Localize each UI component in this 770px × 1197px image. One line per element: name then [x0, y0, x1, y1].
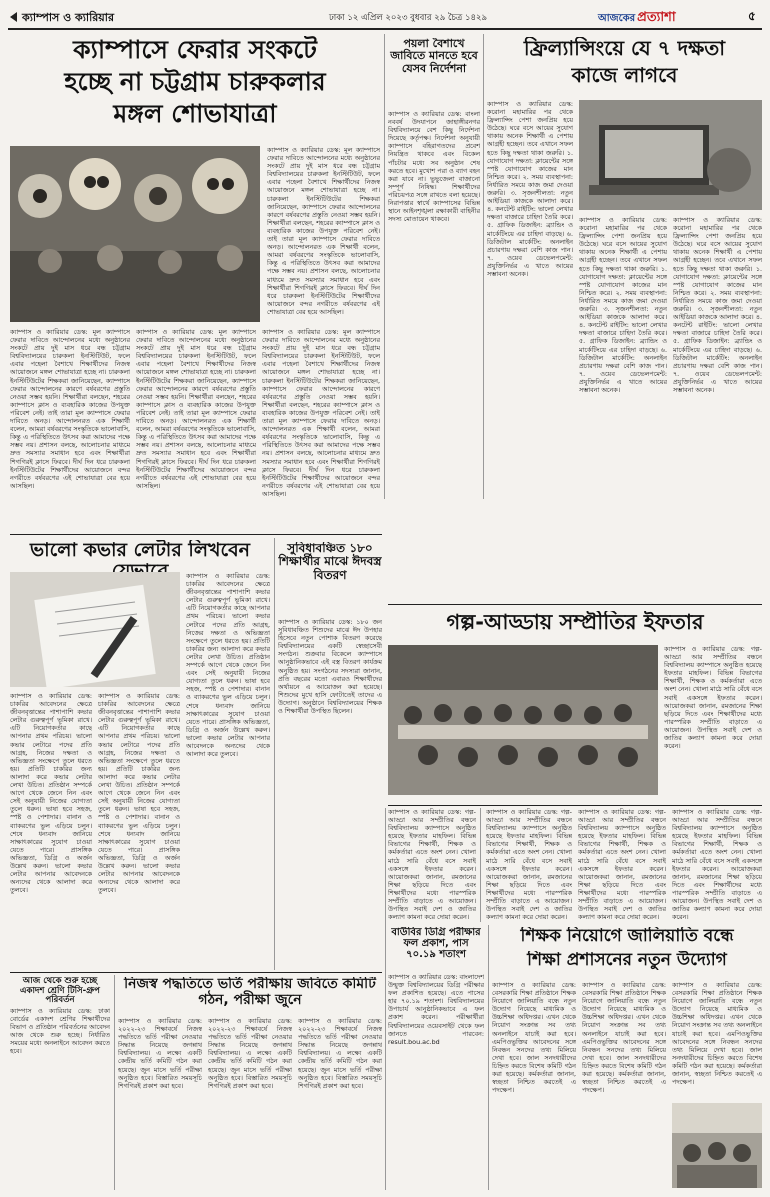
iftar-photo [388, 645, 658, 795]
masthead-ajker: আজকের [598, 13, 636, 24]
mangal-body-col-1: ক্যাম্পাস ও ক্যারিয়ার ডেস্ক: মূল ক্যাম্পাসে ফেরার দাবিতে আন্দোলনের মধ্যে অনুষ্ঠানের সংকটে প্রায় দুই মাস ধরে বন্ধ চট্টগ্রাম বিশ্ববিদ্যালয়ের চারুকলা ইনস্টিটিউট, ফলে এবার পহেলা বৈশাখে শিক্ষার্থীদের নিজস্ব আয়োজনে মঙ্গল শোভাযাত্রা হচ্ছে না। চারুকলা ইনস্টিটিউটের শিক্ষকরা জানিয়েছেন, ক্যাম্পাসে ফেরার আন্দোলনের কারণে বর্ষবরণের প্রস্তুতি নেওয়া সম্ভব হয়নি। শিক্ষার্থীরা বলছেন, শহরের ক্যাম্পাসে ক্লাস ও ব্যবহারিক কাজের উপযুক্ত পরিবেশ নেই। তাই তারা মূল ক্যাম্পাসে ফেরার দাবিতে অনড়। আন্দোলনরত এক শিক্ষার্থী বলেন, আমরা বর্ষবরণের সংস্কৃতিকে ভালোবাসি, কিন্তু এ পরিস্থিতিতে উৎসব করা আমাদের পক্ষে সম্ভব নয়। প্রশাসন বলছে, আলোচনার মাধ্যমে দ্রুত সমস্যার সমাধান হবে এবং শিক্ষার্থীরা শিগগিরই ক্লাসে ফিরবে। দীর্ঘ দিন ধরে চারুকলা ইনস্টিটিউটের শিক্ষার্থীদের আয়োজনে বন্দর নগরীতে বর্ষবরণের এই শোভাযাত্রা বের হয়ে আসছিল। [10, 328, 130, 490]
iftar-body-continued-2: ক্যাম্পাস ও ক্যারিয়ার ডেস্ক: গল্প-আড্ডা আর সম্প্রীতির বন্ধনে বিশ্ববিদ্যালয় ক্যাম্পাসে অনুষ্ঠিত হয়েছে ইফতার মাহফিল। বিভিন্ন বিভাগের শিক্ষার্থী, শিক্ষক ও কর্মকর্তারা এতে অংশ নেন। খোলা মাঠে সারি বেঁধে বসে সবাই একসঙ্গে ইফতার করেন। আয়োজকরা জানান, রমজানের শিক্ষা ছড়িয়ে দিতে এবং শিক্ষার্থীদের মধ্যে পারস্পরিক সম্প্রীতি বাড়াতে এ আয়োজন। উপস্থিত সবাই দেশ ও জাতির কল্যাণ কামনা করে দোয়া করেন। [486, 808, 572, 922]
bou-headline: বাউবির ডিগ্রি পরীক্ষার ফল প্রকাশ, পাস ৭০.১৯ শতাংশ [391, 927, 481, 961]
entry-body-col-3: ক্যাম্পাস ও ক্যারিয়ার ডেস্ক: ২০২২-২৩ শিক্ষাবর্ষে নিজস্ব পদ্ধতিতে ভর্তি পরীক্ষা নেওয়ার সিদ্ধান্ত নিয়েছে জগন্নাথ বিশ্ববিদ্যালয়। এ লক্ষ্যে একটি কেন্দ্রীয় ভর্তি কমিটি গঠন করা হয়েছে। জুন মাসে ভর্তি পরীক্ষা অনুষ্ঠিত হবে। বিস্তারিত সময়সূচি শিগগিরই প্রকাশ করা হবে। [298, 1017, 382, 1090]
rule-row-iftar [388, 604, 762, 605]
page-section-label: ক্যাম্পাস ও ক্যারিয়ার [22, 11, 115, 24]
mangal-headline-3: মঙ্গল শোভাযাত্রা [113, 100, 277, 128]
teacher-headline-2: শিক্ষা প্রশাসনের নতুন উদ্যোগ [527, 951, 727, 970]
story-cover [10, 538, 270, 970]
freelance-body-col-2: ক্যাম্পাস ও ক্যারিয়ার ডেস্ক: করোনা মহামারির পর থেকে ফ্রিল্যান্সিং পেশা জনপ্রিয় হয়ে উঠেছে। ঘরে বসে আয়ের সুযোগ থাকায় অনেক শিক্ষার্থী এ পেশায় আগ্রহী হচ্ছেন। তবে এখানে সফল হতে কিছু দক্ষতা থাকা জরুরি। ১. যোগাযোগ দক্ষতা: ক্লায়েন্টের সঙ্গে স্পষ্ট যোগাযোগ কাজের মান নিশ্চিত করে। ২. সময় ব্যবস্থাপনা: নির্ধারিত সময়ে কাজ জমা দেওয়া জরুরি। ৩. সৃজনশীলতা: নতুন আইডিয়া কাজকে আলাদা করে। ৪. কনটেন্ট রাইটিং: ভালো লেখার দক্ষতা বাজারে চাহিদা তৈরি করে। ৫. গ্রাফিক ডিজাইন: ব্র্যান্ডিং ও মার্কেটিংয়ে এর চাহিদা বাড়ছে। ৬. ডিজিটাল মার্কেটিং: অনলাইন প্রচারণায় দক্ষরা বেশি কাজ পান। ৭. ওয়েব ডেভেলপমেন্ট: প্রযুক্তিনির্ভর এ খাতে আয়ের সম্ভাবনা অনেক। [579, 216, 667, 394]
eid-body: ক্যাম্পাস ও ক্যারিয়ার ডেস্ক: ১৮০ জন সুবিধাবঞ্চিত শিশুদের মাঝে ঈদ উপহার হিসেবে নতুন পোশাক বিতরণ করেছে বিশ্ববিদ্যালয়ের একটি স্বেচ্ছাসেবী সংগঠন। শুক্রবার বিকেলে ক্যাম্পাসে আনুষ্ঠানিকভাবে এই বস্ত্র বিতরণ কার্যক্রম অনুষ্ঠিত হয়। সংগঠনের সদস্যরা জানান, প্রতি বছরের মতো এবারও শিক্ষার্থীদের অর্থায়নে এ আয়োজন করা হয়েছে। শিশুদের মুখে হাসি ফোটাতেই তাদের এ উদ্যোগ। অনুষ্ঠানে বিশ্ববিদ্যালয়ের শিক্ষক ও শিক্ষার্থীরা উপস্থিত ছিলেন। [278, 618, 382, 716]
mangal-body-col-3: ক্যাম্পাস ও ক্যারিয়ার ডেস্ক: মূল ক্যাম্পাসে ফেরার দাবিতে আন্দোলনের মধ্যে অনুষ্ঠানের সংকটে প্রায় দুই মাস ধরে বন্ধ চট্টগ্রাম বিশ্ববিদ্যালয়ের চারুকলা ইনস্টিটিউট, ফলে এবার পহেলা বৈশাখে শিক্ষার্থীদের নিজস্ব আয়োজনে মঙ্গল শোভাযাত্রা হচ্ছে না। চারুকলা ইনস্টিটিউটের শিক্ষকরা জানিয়েছেন, ক্যাম্পাসে ফেরার আন্দোলনের কারণে বর্ষবরণের প্রস্তুতি নেওয়া সম্ভব হয়নি। শিক্ষার্থীরা বলছেন, শহরের ক্যাম্পাসে ক্লাস ও ব্যবহারিক কাজের উপযুক্ত পরিবেশ নেই। তাই তারা মূল ক্যাম্পাসে ফেরার দাবিতে অনড়। আন্দোলনরত এক শিক্ষার্থী বলেন, আমরা বর্ষবরণের সংস্কৃতিকে ভালোবাসি, কিন্তু এ পরিস্থিতিতে উৎসব করা আমাদের পক্ষে সম্ভব নয়। প্রশাসন বলছে, আলোচনার মাধ্যমে দ্রুত সমস্যার সমাধান হবে এবং শিক্ষার্থীরা শিগগিরই ক্লাসে ফিরবে। দীর্ঘ দিন ধরে চারুকলা ইনস্টিটিউটের শিক্ষার্থীদের আয়োজনে বন্দর নগরীতে বর্ষবরণের এই শোভাযাত্রা বের হয়ে আসছিল। [262, 328, 380, 498]
teacher-body-col-1: ক্যাম্পাস ও ক্যারিয়ার ডেস্ক: বেসরকারি শিক্ষা প্রতিষ্ঠানে শিক্ষক নিয়োগে জালিয়াতি বন্ধে নতুন উদ্যোগ নিয়েছে মাধ্যমিক ও উচ্চশিক্ষা অধিদপ্তর। এখন থেকে নিয়োগ সংক্রান্ত সব তথ্য অনলাইনে যাচাই করা হবে। এমপিওভুক্তির আবেদনের সঙ্গে নিবন্ধন সনদের তথ্য মিলিয়ে দেখা হবে। জাল সনদধারীদের চিহ্নিত করতে বিশেষ কমিটি গঠন করা হয়েছে। কর্মকর্তারা জানান, স্বচ্ছতা নিশ্চিত করতেই এ পদক্ষেপ। [492, 981, 576, 1095]
col-divider-1 [384, 34, 385, 499]
page-header [8, 6, 762, 28]
story-entry [118, 975, 382, 1190]
eid-headline: সুবিধাবঞ্চিত ১৮০ শিক্ষার্থীর মাঝে ঈদবস্ত্র বিতরণ [278, 542, 382, 582]
iftar-headline: গল্প-আড্ডায় সম্প্রীতির ইফতার [446, 611, 704, 634]
bou-body: ক্যাম্পাস ও ক্যারিয়ার ডেস্ক: বাংলাদেশ উন্মুক্ত বিশ্ববিদ্যালয়ের ডিগ্রি পরীক্ষার ফল প্রকাশিত হয়েছে। এতে পাসের হার ৭০.১৯ শতাংশ। বিশ্ববিদ্যালয়ের উপাচার্য আনুষ্ঠানিকভাবে এ ফল প্রকাশ করেন। পরীক্ষার্থীরা বিশ্ববিদ্যালয়ের ওয়েবসাইট থেকে ফল জানতে পারবেন: result.bou.ac.bd [388, 973, 484, 1046]
mangal-headline-1: ক্যাম্পাসে ফেরার সংকটে [73, 36, 317, 64]
mangal-photo-art [10, 146, 260, 322]
col-divider-5 [488, 925, 489, 1190]
header-rule [8, 28, 762, 30]
col-divider-3 [274, 538, 275, 970]
section-marker-icon [10, 12, 17, 22]
freelance-photo [579, 100, 762, 210]
story-class [10, 975, 110, 1190]
entry-headline: নিজস্ব পদ্ধতিতে ভর্তি পরীক্ষায় জবিতে কমিটি গঠন, পরীক্ষা জুনে [124, 977, 376, 1008]
cover-body-col-2: ক্যাম্পাস ও ক্যারিয়ার ডেস্ক: চাকরির আবেদনের ক্ষেত্রে জীবনবৃত্তান্তের পাশাপাশি কভার লেটার গুরুত্বপূর্ণ ভূমিকা রাখে। এটি নিয়োগকর্তার কাছে আপনার প্রথম পরিচয়। ভালো কভার লেটারে পদের প্রতি আগ্রহ, নিজের দক্ষতা ও অভিজ্ঞতা সংক্ষেপে তুলে ধরতে হয়। প্রতিটি চাকরির জন্য আলাদা করে কভার লেটার লেখা উচিত। প্রতিষ্ঠান সম্পর্কে আগে থেকে জেনে নিন এবং সেই অনুযায়ী নিজের যোগ্যতা তুলে ধরুন। ভাষা হবে সহজ, স্পষ্ট ও পেশাদার। বানান ও ব্যাকরণের ভুল এড়িয়ে চলুন। শেষে ধন্যবাদ জানিয়ে সাক্ষাৎকারের সুযোগ চাওয়া যেতে পারে। প্রাসঙ্গিক অভিজ্ঞতা, ডিগ্রি ও অর্জন উল্লেখ করুন। ভালো কভার লেটার আপনার আবেদনকে অন্যদের থেকে আলাদা করে তুলবে। [98, 692, 180, 895]
story-mangal [10, 34, 380, 530]
col-divider-6 [114, 975, 115, 1190]
story-freelance [487, 34, 762, 499]
teacher-headline-1: শিক্ষক নিয়োগে জালিয়াতি বন্ধে [520, 927, 734, 946]
cover-photo-art [10, 572, 180, 687]
freelance-photo-art [579, 100, 762, 210]
rule-row-3 [10, 972, 382, 973]
date-line: ঢাকা ১২ এপ্রিল ২০২৩ বুধবার ২৯ চৈত্র ১৪২৯ [328, 13, 488, 23]
entry-body-col-1: ক্যাম্পাস ও ক্যারিয়ার ডেস্ক: ২০২২-২৩ শিক্ষাবর্ষে নিজস্ব পদ্ধতিতে ভর্তি পরীক্ষা নেওয়ার সিদ্ধান্ত নিয়েছে জগন্নাথ বিশ্ববিদ্যালয়। এ লক্ষ্যে একটি কেন্দ্রীয় ভর্তি কমিটি গঠন করা হয়েছে। জুন মাসে ভর্তি পরীক্ষা অনুষ্ঠিত হবে। বিস্তারিত সময়সূচি শিগগিরই প্রকাশ করা হবে। [118, 1017, 202, 1090]
col-divider-4 [480, 808, 481, 922]
entry-body-col-2: ক্যাম্পাস ও ক্যারিয়ার ডেস্ক: ২০২২-২৩ শিক্ষাবর্ষে নিজস্ব পদ্ধতিতে ভর্তি পরীক্ষা নেওয়ার সিদ্ধান্ত নিয়েছে জগন্নাথ বিশ্ববিদ্যালয়। এ লক্ষ্যে একটি কেন্দ্রীয় ভর্তি কমিটি গঠন করা হয়েছে। জুন মাসে ভর্তি পরীক্ষা অনুষ্ঠিত হবে। বিস্তারিত সময়সূচি শিগগিরই প্রকাশ করা হবে। [208, 1017, 292, 1090]
story-eid [278, 538, 382, 970]
freelance-body-col-1: ক্যাম্পাস ও ক্যারিয়ার ডেস্ক: করোনা মহামারির পর থেকে ফ্রিল্যান্সিং পেশা জনপ্রিয় হয়ে উঠেছে। ঘরে বসে আয়ের সুযোগ থাকায় অনেক শিক্ষার্থী এ পেশায় আগ্রহী হচ্ছেন। তবে এখানে সফল হতে কিছু দক্ষতা থাকা জরুরি। ১. যোগাযোগ দক্ষতা: ক্লায়েন্টের সঙ্গে স্পষ্ট যোগাযোগ কাজের মান নিশ্চিত করে। ২. সময় ব্যবস্থাপনা: নির্ধারিত সময়ে কাজ জমা দেওয়া জরুরি। ৩. সৃজনশীলতা: নতুন আইডিয়া কাজকে আলাদা করে। ৪. কনটেন্ট রাইটিং: ভালো লেখার দক্ষতা বাজারে চাহিদা তৈরি করে। ৫. গ্রাফিক ডিজাইন: ব্র্যান্ডিং ও মার্কেটিংয়ে এর চাহিদা বাড়ছে। ৬. ডিজিটাল মার্কেটিং: অনলাইন প্রচারণায় দক্ষরা বেশি কাজ পান। ৭. ওয়েব ডেভেলপমেন্ট: প্রযুক্তিনির্ভর এ খাতে আয়ের সম্ভাবনা অনেক। [487, 100, 573, 278]
boishakh-headline: পয়লা বৈশাখে জাবিতে মানতে হবে যেসব নির্দেশনা [390, 38, 478, 75]
mangal-body-col-2: ক্যাম্পাস ও ক্যারিয়ার ডেস্ক: মূল ক্যাম্পাসে ফেরার দাবিতে আন্দোলনের মধ্যে অনুষ্ঠানের সংকটে প্রায় দুই মাস ধরে বন্ধ চট্টগ্রাম বিশ্ববিদ্যালয়ের চারুকলা ইনস্টিটিউট, ফলে এবার পহেলা বৈশাখে শিক্ষার্থীদের নিজস্ব আয়োজনে মঙ্গল শোভাযাত্রা হচ্ছে না। চারুকলা ইনস্টিটিউটের শিক্ষকরা জানিয়েছেন, ক্যাম্পাসে ফেরার আন্দোলনের কারণে বর্ষবরণের প্রস্তুতি নেওয়া সম্ভব হয়নি। শিক্ষার্থীরা বলছেন, শহরের ক্যাম্পাসে ক্লাস ও ব্যবহারিক কাজের উপযুক্ত পরিবেশ নেই। তাই তারা মূল ক্যাম্পাসে ফেরার দাবিতে অনড়। আন্দোলনরত এক শিক্ষার্থী বলেন, আমরা বর্ষবরণের সংস্কৃতিকে ভালোবাসি, কিন্তু এ পরিস্থিতিতে উৎসব করা আমাদের পক্ষে সম্ভব নয়। প্রশাসন বলছে, আলোচনার মাধ্যমে দ্রুত সমস্যার সমাধান হবে এবং শিক্ষার্থীরা শিগগিরই ক্লাসে ফিরবে। দীর্ঘ দিন ধরে চারুকলা ইনস্টিটিউটের শিক্ষার্থীদের আয়োজনে বন্দর নগরীতে বর্ষবরণের এই শোভাযাত্রা বের হয়ে আসছিল। [267, 146, 380, 316]
cover-headline: ভালো কভার লেটার লিখবেন [29, 540, 251, 561]
iftar-body-continued: ক্যাম্পাস ও ক্যারিয়ার ডেস্ক: গল্প-আড্ডা আর সম্প্রীতির বন্ধনে বিশ্ববিদ্যালয় ক্যাম্পাসে অনুষ্ঠিত হয়েছে ইফতার মাহফিল। বিভিন্ন বিভাগের শিক্ষার্থী, শিক্ষক ও কর্মকর্তারা এতে অংশ নেন। খোলা মাঠে সারি বেঁধে বসে সবাই একসঙ্গে ইফতার করেন। আয়োজকরা জানান, রমজানের শিক্ষা ছড়িয়ে দিতে এবং শিক্ষার্থীদের মধ্যে পারস্পরিক সম্প্রীতি বাড়াতে এ আয়োজন। উপস্থিত সবাই দেশ ও জাতির কল্যাণ কামনা করে দোয়া করেন। [388, 808, 476, 922]
cover-photo [10, 572, 180, 687]
freelance-headline-1: ফ্রিল্যান্সিংয়ে যে ৭ দক্ষতা [523, 37, 726, 60]
freelance-headline-2: কাজে লাগবে [571, 64, 678, 87]
page-number: ৫ [748, 9, 756, 23]
rule-row-2 [388, 805, 762, 806]
teacher-photo-art [672, 1103, 762, 1188]
iftar-body: ক্যাম্পাস ও ক্যারিয়ার ডেস্ক: গল্প-আড্ডা আর সম্প্রীতির বন্ধনে বিশ্ববিদ্যালয় ক্যাম্পাসে অনুষ্ঠিত হয়েছে ইফতার মাহফিল। বিভিন্ন বিভাগের শিক্ষার্থী, শিক্ষক ও কর্মকর্তারা এতে অংশ নেন। খোলা মাঠে সারি বেঁধে বসে সবাই একসঙ্গে ইফতার করেন। আয়োজকরা জানান, রমজানের শিক্ষা ছড়িয়ে দিতে এবং শিক্ষার্থীদের মধ্যে পারস্পরিক সম্প্রীতি বাড়াতে এ আয়োজন। উপস্থিত সবাই দেশ ও জাতির কল্যাণ কামনা করে দোয়া করেন। [664, 645, 762, 751]
mangal-photo [10, 146, 260, 322]
rule-row-1 [10, 534, 382, 535]
masthead-prottasha: প্রত্যাশা [637, 10, 676, 25]
iftar-photo-art [388, 645, 658, 795]
iftar-body-continued-3: ক্যাম্পাস ও ক্যারিয়ার ডেস্ক: গল্প-আড্ডা আর সম্প্রীতির বন্ধনে বিশ্ববিদ্যালয় ক্যাম্পাসে অনুষ্ঠিত হয়েছে ইফতার মাহফিল। বিভিন্ন বিভাগের শিক্ষার্থী, শিক্ষক ও কর্মকর্তারা এতে অংশ নেন। খোলা মাঠে সারি বেঁধে বসে সবাই একসঙ্গে ইফতার করেন। আয়োজকরা জানান, রমজানের শিক্ষা ছড়িয়ে দিতে এবং শিক্ষার্থীদের মধ্যে পারস্পরিক সম্প্রীতি বাড়াতে এ আয়োজন। উপস্থিত সবাই দেশ ও জাতির কল্যাণ কামনা করে দোয়া করেন। [578, 808, 666, 922]
col-divider-2 [483, 34, 484, 499]
teacher-body-col-2: ক্যাম্পাস ও ক্যারিয়ার ডেস্ক: বেসরকারি শিক্ষা প্রতিষ্ঠানে শিক্ষক নিয়োগে জালিয়াতি বন্ধে নতুন উদ্যোগ নিয়েছে মাধ্যমিক ও উচ্চশিক্ষা অধিদপ্তর। এখন থেকে নিয়োগ সংক্রান্ত সব তথ্য অনলাইনে যাচাই করা হবে। এমপিওভুক্তির আবেদনের সঙ্গে নিবন্ধন সনদের তথ্য মিলিয়ে দেখা হবে। জাল সনদধারীদের চিহ্নিত করতে বিশেষ কমিটি গঠন করা হয়েছে। কর্মকর্তারা জানান, স্বচ্ছতা নিশ্চিত করতেই এ পদক্ষেপ। [582, 981, 666, 1095]
class-body: ক্যাম্পাস ও ক্যারিয়ার ডেস্ক: ঢাকা বোর্ডের একাদশ শ্রেণির শিক্ষার্থীদের বিভাগ ও প্রতিষ্ঠান পরিবর্তনের আবেদন আজ থেকে শুরু হচ্ছে। নির্ধারিত সময়ের মধ্যে অনলাইনে আবেদন করতে হবে। [10, 1007, 110, 1056]
cover-body-col-1b: ক্যাম্পাস ও ক্যারিয়ার ডেস্ক: চাকরির আবেদনের ক্ষেত্রে জীবনবৃত্তান্তের পাশাপাশি কভার লেটার গুরুত্বপূর্ণ ভূমিকা রাখে। এটি নিয়োগকর্তার কাছে আপনার প্রথম পরিচয়। ভালো কভার লেটারে পদের প্রতি আগ্রহ, নিজের দক্ষতা ও অভিজ্ঞতা সংক্ষেপে তুলে ধরতে হয়। প্রতিটি চাকরির জন্য আলাদা করে কভার লেটার লেখা উচিত। প্রতিষ্ঠান সম্পর্কে আগে থেকে জেনে নিন এবং সেই অনুযায়ী নিজের যোগ্যতা তুলে ধরুন। ভাষা হবে সহজ, স্পষ্ট ও পেশাদার। বানান ও ব্যাকরণের ভুল এড়িয়ে চলুন। শেষে ধন্যবাদ জানিয়ে সাক্ষাৎকারের সুযোগ চাওয়া যেতে পারে। প্রাসঙ্গিক অভিজ্ঞতা, ডিগ্রি ও অর্জন উল্লেখ করুন। ভালো কভার লেটার আপনার আবেদনকে অন্যদের থেকে আলাদা করে তুলবে। [186, 572, 270, 759]
col-divider-7 [385, 808, 386, 1190]
story-bou [388, 925, 484, 1190]
mangal-headline-2: হচ্ছে না চট্টগ্রাম চারুকলার [64, 68, 326, 96]
masthead-logo [598, 6, 748, 26]
cover-body-col-1: ক্যাম্পাস ও ক্যারিয়ার ডেস্ক: চাকরির আবেদনের ক্ষেত্রে জীবনবৃত্তান্তের পাশাপাশি কভার লেটার গুরুত্বপূর্ণ ভূমিকা রাখে। এটি নিয়োগকর্তার কাছে আপনার প্রথম পরিচয়। ভালো কভার লেটারে পদের প্রতি আগ্রহ, নিজের দক্ষতা ও অভিজ্ঞতা সংক্ষেপে তুলে ধরতে হয়। প্রতিটি চাকরির জন্য আলাদা করে কভার লেটার লেখা উচিত। প্রতিষ্ঠান সম্পর্কে আগে থেকে জেনে নিন এবং সেই অনুযায়ী নিজের যোগ্যতা তুলে ধরুন। ভাষা হবে সহজ, স্পষ্ট ও পেশাদার। বানান ও ব্যাকরণের ভুল এড়িয়ে চলুন। শেষে ধন্যবাদ জানিয়ে সাক্ষাৎকারের সুযোগ চাওয়া যেতে পারে। প্রাসঙ্গিক অভিজ্ঞতা, ডিগ্রি ও অর্জন উল্লেখ করুন। ভালো কভার লেটার আপনার আবেদনকে অন্যদের থেকে আলাদা করে তুলবে। [10, 692, 92, 895]
story-teacher [492, 925, 762, 1190]
teacher-body-col-3: ক্যাম্পাস ও ক্যারিয়ার ডেস্ক: বেসরকারি শিক্ষা প্রতিষ্ঠানে শিক্ষক নিয়োগে জালিয়াতি বন্ধে নতুন উদ্যোগ নিয়েছে মাধ্যমিক ও উচ্চশিক্ষা অধিদপ্তর। এখন থেকে নিয়োগ সংক্রান্ত সব তথ্য অনলাইনে যাচাই করা হবে। এমপিওভুক্তির আবেদনের সঙ্গে নিবন্ধন সনদের তথ্য মিলিয়ে দেখা হবে। জাল সনদধারীদের চিহ্নিত করতে বিশেষ কমিটি গঠন করা হয়েছে। কর্মকর্তারা জানান, স্বচ্ছতা নিশ্চিত করতেই এ পদক্ষেপ। [672, 981, 762, 1087]
story-boishakh [388, 34, 480, 499]
iftar-body-continued-4: ক্যাম্পাস ও ক্যারিয়ার ডেস্ক: গল্প-আড্ডা আর সম্প্রীতির বন্ধনে বিশ্ববিদ্যালয় ক্যাম্পাসে অনুষ্ঠিত হয়েছে ইফতার মাহফিল। বিভিন্ন বিভাগের শিক্ষার্থী, শিক্ষক ও কর্মকর্তারা এতে অংশ নেন। খোলা মাঠে সারি বেঁধে বসে সবাই একসঙ্গে ইফতার করেন। আয়োজকরা জানান, রমজানের শিক্ষা ছড়িয়ে দিতে এবং শিক্ষার্থীদের মধ্যে পারস্পরিক সম্প্রীতি বাড়াতে এ আয়োজন। উপস্থিত সবাই দেশ ও জাতির কল্যাণ কামনা করে দোয়া করেন। [672, 808, 762, 922]
teacher-photo [672, 1103, 762, 1188]
class-headline: আজ থেকে শুরু হচ্ছে একাদশ শ্রেণি টিসি-গ্রুপ পরিবর্তন [20, 977, 100, 1006]
freelance-body-col-3: ক্যাম্পাস ও ক্যারিয়ার ডেস্ক: করোনা মহামারির পর থেকে ফ্রিল্যান্সিং পেশা জনপ্রিয় হয়ে উঠেছে। ঘরে বসে আয়ের সুযোগ থাকায় অনেক শিক্ষার্থী এ পেশায় আগ্রহী হচ্ছেন। তবে এখানে সফল হতে কিছু দক্ষতা থাকা জরুরি। ১. যোগাযোগ দক্ষতা: ক্লায়েন্টের সঙ্গে স্পষ্ট যোগাযোগ কাজের মান নিশ্চিত করে। ২. সময় ব্যবস্থাপনা: নির্ধারিত সময়ে কাজ জমা দেওয়া জরুরি। ৩. সৃজনশীলতা: নতুন আইডিয়া কাজকে আলাদা করে। ৪. কনটেন্ট রাইটিং: ভালো লেখার দক্ষতা বাজারে চাহিদা তৈরি করে। ৫. গ্রাফিক ডিজাইন: ব্র্যান্ডিং ও মার্কেটিংয়ে এর চাহিদা বাড়ছে। ৬. ডিজিটাল মার্কেটিং: অনলাইন প্রচারণায় দক্ষরা বেশি কাজ পান। ৭. ওয়েব ডেভেলপমেন্ট: প্রযুক্তিনির্ভর এ খাতে আয়ের সম্ভাবনা অনেক। [673, 216, 762, 394]
story-iftar [388, 607, 762, 803]
boishakh-body: ক্যাম্পাস ও ক্যারিয়ার ডেস্ক: বাংলা নববর্ষ উদযাপনে জাহাঙ্গীরনগর বিশ্ববিদ্যালয়ে বেশ কিছু নির্দেশনা দিয়েছে কর্তৃপক্ষ। নির্দেশনা অনুযায়ী ক্যাম্পাসে বহিরাগতদের প্রবেশ নিয়ন্ত্রিত থাকবে এবং বিকেল পাঁচটার মধ্যে সব অনুষ্ঠান শেষ করতে হবে। মুখোশ পরা ও ব্যাগ বহন করা যাবে না। ভুভুজেলা বাজানো সম্পূর্ণ নিষিদ্ধ। শিক্ষার্থীদের পরিচয়পত্র সঙ্গে রাখতে বলা হয়েছে। নিরাপত্তার স্বার্থে ক্যাম্পাসের বিভিন্ন স্থানে আইনশৃঙ্খলা রক্ষাকারী বাহিনীর সদস্য মোতায়েন থাকবে। [388, 110, 480, 224]
mangal-body-col-2b: ক্যাম্পাস ও ক্যারিয়ার ডেস্ক: মূল ক্যাম্পাসে ফেরার দাবিতে আন্দোলনের মধ্যে অনুষ্ঠানের সংকটে প্রায় দুই মাস ধরে বন্ধ চট্টগ্রাম বিশ্ববিদ্যালয়ের চারুকলা ইনস্টিটিউট, ফলে এবার পহেলা বৈশাখে শিক্ষার্থীদের নিজস্ব আয়োজনে মঙ্গল শোভাযাত্রা হচ্ছে না। চারুকলা ইনস্টিটিউটের শিক্ষকরা জানিয়েছেন, ক্যাম্পাসে ফেরার আন্দোলনের কারণে বর্ষবরণের প্রস্তুতি নেওয়া সম্ভব হয়নি। শিক্ষার্থীরা বলছেন, শহরের ক্যাম্পাসে ক্লাস ও ব্যবহারিক কাজের উপযুক্ত পরিবেশ নেই। তাই তারা মূল ক্যাম্পাসে ফেরার দাবিতে অনড়। আন্দোলনরত এক শিক্ষার্থী বলেন, আমরা বর্ষবরণের সংস্কৃতিকে ভালোবাসি, কিন্তু এ পরিস্থিতিতে উৎসব করা আমাদের পক্ষে সম্ভব নয়। প্রশাসন বলছে, আলোচনার মাধ্যমে দ্রুত সমস্যার সমাধান হবে এবং শিক্ষার্থীরা শিগগিরই ক্লাসে ফিরবে। দীর্ঘ দিন ধরে চারুকলা ইনস্টিটিউটের শিক্ষার্থীদের আয়োজনে বন্দর নগরীতে বর্ষবরণের এই শোভাযাত্রা বের হয়ে আসছিল। [136, 328, 256, 490]
